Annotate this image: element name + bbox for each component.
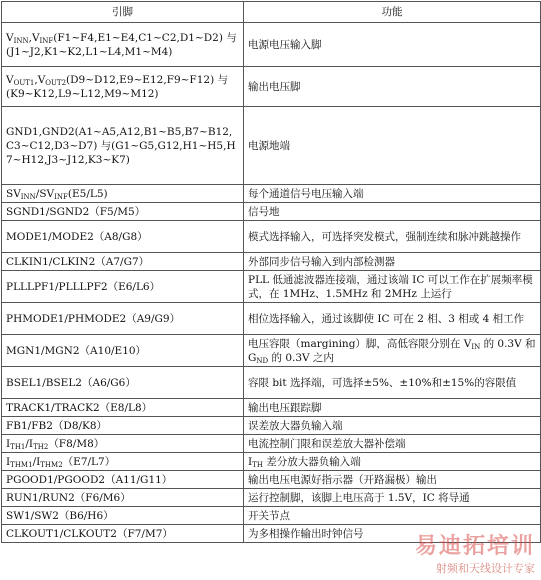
pin-cell: PGOOD1/PGOOD2（A11/G11） xyxy=(2,471,244,489)
table-row xyxy=(2,525,541,543)
table-row xyxy=(2,23,541,67)
table-row xyxy=(2,203,541,221)
function-cell: 容限 bit 选择端，可选择±5%、±10%和±15%的容限值 xyxy=(244,367,541,399)
pin-cell: $V_{INN},V_{INF}(F1\sim F4,E1\sim E4,C1\sim C2,D1\sim D2)$ 与(J1~J2,K1~K2,L1~L4,M1~M4) xyxy=(2,23,244,67)
function-cell: 开关节点 xyxy=(244,507,541,525)
table-row xyxy=(2,335,541,367)
header-function: 功能 xyxy=(244,2,541,23)
function-cell: 相位选择输入，通过该脚使 IC 可在 2 相、3 相或 4 相工作 xyxy=(244,303,541,335)
pin-cell: MGN1/MGN2（A10/E10） xyxy=(2,335,244,367)
pin-cell: RUN1/RUN2（F6/M6） xyxy=(2,489,244,507)
function-cell: $I_{TH}$ 差分放大器负输入端 xyxy=(244,453,541,471)
table-row xyxy=(2,489,541,507)
pin-cell: PHMODE1/PHMODE2（A9/G9） xyxy=(2,303,244,335)
function-cell: 信号地 xyxy=(244,203,541,221)
pin-cell: $V_{OUT1},V_{OUT2}(D9\sim D12,E9\sim E12,F9\sim F12)$ 与(K9~K12,L9~L12,M9~M12) xyxy=(2,67,244,107)
pin-cell: SW1/SW2（B6/H6） xyxy=(2,507,244,525)
table-row xyxy=(2,471,541,489)
pin-cell: CLKIN1/CLKIN2（A7/G7） xyxy=(2,253,244,271)
watermark-title: 易迪拓培训 xyxy=(414,534,535,559)
pin-cell: MODE1/MODE2（A8/G8） xyxy=(2,221,244,253)
function-cell: 电压容限（margining）脚，高低容限分别在 $V_{IN}$ 的 0.3V 和 $G_{ND}$ 的 0.3V 之内 xyxy=(244,335,541,367)
table-header-row xyxy=(2,2,541,23)
function-cell: 误差放大器负输入端 xyxy=(244,417,541,435)
table-row xyxy=(2,417,541,435)
table-row xyxy=(2,185,541,203)
table-row xyxy=(2,303,541,335)
table-row xyxy=(2,271,541,303)
pin-cell: $I_{TH1}/I_{TH2}(F8/M8)$ xyxy=(2,435,244,453)
function-cell: 为多相操作输出时钟信号 xyxy=(244,525,541,543)
function-cell: 输出电压跟踪脚 xyxy=(244,399,541,417)
function-cell: 模式选择输入，可选择突发模式，强制连续和脉冲跳越操作 xyxy=(244,221,541,253)
table-row xyxy=(2,507,541,525)
function-cell: PLL 低通滤波器连接端，通过该端 IC 可以工作在扩展频率模式，在 1MHz、1.5MHz 和 2MHz 上运行 xyxy=(244,271,541,303)
pin-cell: FB1/FB2（D8/K8） xyxy=(2,417,244,435)
function-cell: 运行控制脚，该脚上电压高于 1.5V，IC 将导通 xyxy=(244,489,541,507)
pin-cell: $SV_{INN}/SV_{INF}(E5/L5)$ xyxy=(2,185,244,203)
table-row xyxy=(2,253,541,271)
table-row xyxy=(2,221,541,253)
table-body xyxy=(2,23,541,543)
function-cell: 输出电压电源好指示器（开路漏极）输出 xyxy=(244,471,541,489)
pin-cell: BSEL1/BSEL2（A6/G6） xyxy=(2,367,244,399)
table-row xyxy=(2,107,541,185)
function-cell: 电源地端 xyxy=(244,107,541,185)
function-cell: 外部同步信号输入到内部检测器 xyxy=(244,253,541,271)
function-cell: 电流控制门限和误差放大器补偿端 xyxy=(244,435,541,453)
table-row xyxy=(2,367,541,399)
table-row xyxy=(2,453,541,471)
pin-cell: TRACK1/TRACK2（E8/L8） xyxy=(2,399,244,417)
pin-cell: PLLLPF1/PLLLPF2（E6/L6） xyxy=(2,271,244,303)
pin-function-table xyxy=(1,1,541,543)
function-cell: 电源电压输入脚 xyxy=(244,23,541,67)
pin-cell: SGND1/SGND2（F5/M5） xyxy=(2,203,244,221)
pin-cell: GND1,GND2(A1~A5,A12,B1~B5,B7~B12,C3~C12,D3~D7) 与(G1~G5,G12,H1~H5,H7~H12,J3~J12,K3~K7) xyxy=(2,107,244,185)
header-pin: 引脚 xyxy=(2,2,244,23)
table-row xyxy=(2,435,541,453)
function-cell: 输出电压脚 xyxy=(244,67,541,107)
table-row xyxy=(2,67,541,107)
watermark-subtitle: 射频和天线设计专家 xyxy=(436,562,535,575)
function-cell: 每个通道信号电压输入端 xyxy=(244,185,541,203)
pin-cell: $I_{THM1}/I_{THM2}(E7/L7)$ xyxy=(2,453,244,471)
pin-cell: CLKOUT1/CLKOUT2（F7/M7） xyxy=(2,525,244,543)
table-row xyxy=(2,399,541,417)
